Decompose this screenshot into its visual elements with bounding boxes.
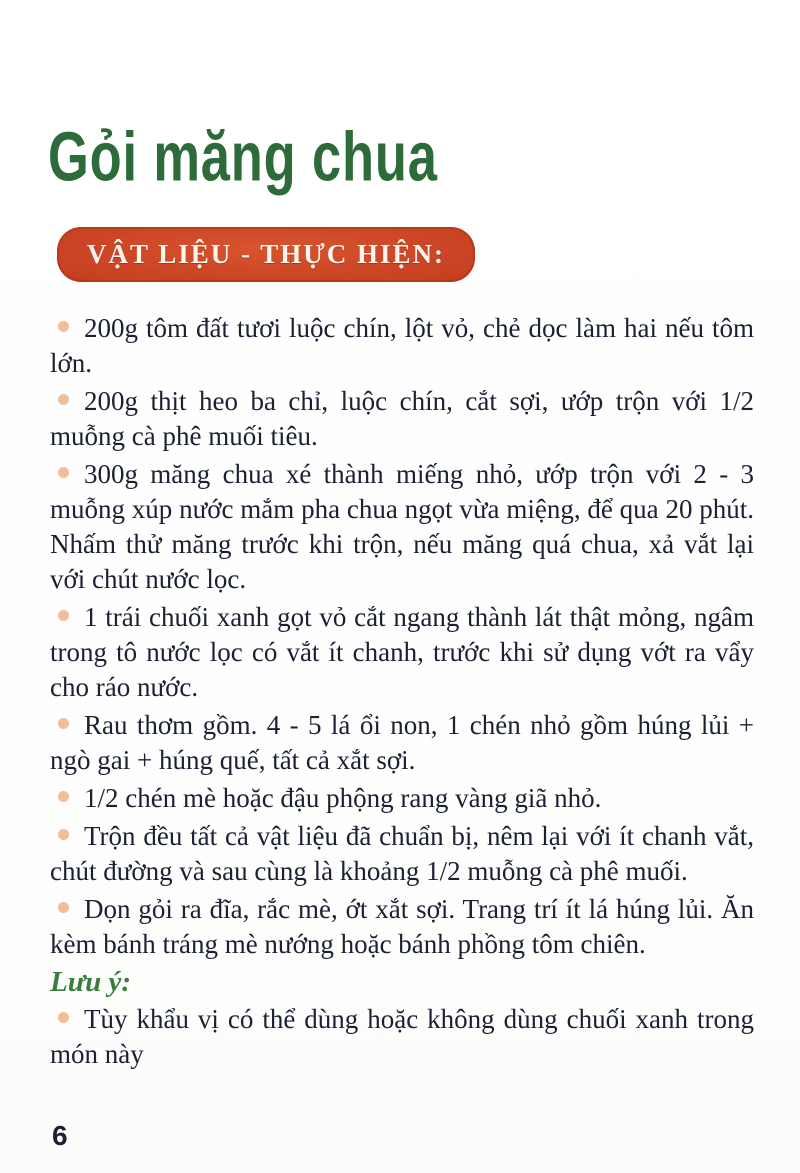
ingredient-item xyxy=(50,781,754,816)
ingredient-item xyxy=(50,311,754,381)
ingredient-text: 200g thịt heo ba chỉ, luộc chín, cắt sợi, ướp trộn với 1/2 muỗng cà phê muối tiêu. xyxy=(50,386,754,451)
recipe-body xyxy=(50,311,754,1075)
section-badge-label: VẬT LIỆU - THỰC HIỆN: xyxy=(87,239,446,269)
ingredient-item xyxy=(50,819,754,889)
bullet-icon xyxy=(58,791,69,802)
ingredient-text: Trộn đều tất cả vật liệu đã chuẩn bị, nêm lại với ít chanh vắt, chút đường và sau cùng là khoảng 1/2 muỗng cà phê muối. xyxy=(50,821,754,886)
ingredient-item xyxy=(50,384,754,454)
bullet-icon xyxy=(58,610,69,621)
note-text: Tùy khẩu vị có thể dùng hoặc không dùng chuối xanh trong món này xyxy=(50,1004,754,1069)
bullet-icon xyxy=(58,902,69,913)
ingredient-item xyxy=(50,600,754,705)
ingredient-text: Rau thơm gồm. 4 - 5 lá ổi non, 1 chén nhỏ gồm húng lủi + ngò gai + húng quế, tất cả xắt sợi. xyxy=(50,710,754,775)
note-item xyxy=(50,1002,754,1072)
page-title: Gỏi măng chua xyxy=(48,117,438,196)
ingredient-text: 200g tôm đất tươi luộc chín, lột vỏ, chẻ dọc làm hai nếu tôm lớn. xyxy=(50,313,754,378)
ingredient-text: 1 trái chuối xanh gọt vỏ cắt ngang thành lát thật mỏng, ngâm trong tô nước lọc có vắt ít chanh, trước khi sử dụng vớt ra vẩy cho ráo nước. xyxy=(50,602,754,702)
ingredient-text: 1/2 chén mè hoặc đậu phộng rang vàng giã nhỏ. xyxy=(84,783,602,813)
note-heading: Lưu ý: xyxy=(50,966,131,998)
bullet-icon xyxy=(58,718,69,729)
ingredient-item xyxy=(50,457,754,597)
bullet-icon xyxy=(58,829,69,840)
ingredient-text: Dọn gỏi ra đĩa, rắc mè, ớt xắt sợi. Trang trí ít lá húng lủi. Ăn kèm bánh tráng mè nướng hoặc bánh phồng tôm chiên. xyxy=(50,894,754,959)
ingredient-text: 300g măng chua xé thành miếng nhỏ, ướp trộn với 2 - 3 muỗng xúp nước mắm pha chua ngọt vừa miệng, để qua 20 phút. Nhấm thử măng trước khi trộn, nếu măng quá chua, xả vắt lại với chút nước lọc. xyxy=(50,459,754,594)
page-number: 6 xyxy=(52,1120,68,1151)
bullet-icon xyxy=(58,1012,69,1023)
bullet-icon xyxy=(58,467,69,478)
ingredient-item xyxy=(50,708,754,778)
section-badge xyxy=(57,227,475,282)
bullet-icon xyxy=(58,321,69,332)
bullet-icon xyxy=(58,394,69,405)
ingredient-item xyxy=(50,892,754,962)
